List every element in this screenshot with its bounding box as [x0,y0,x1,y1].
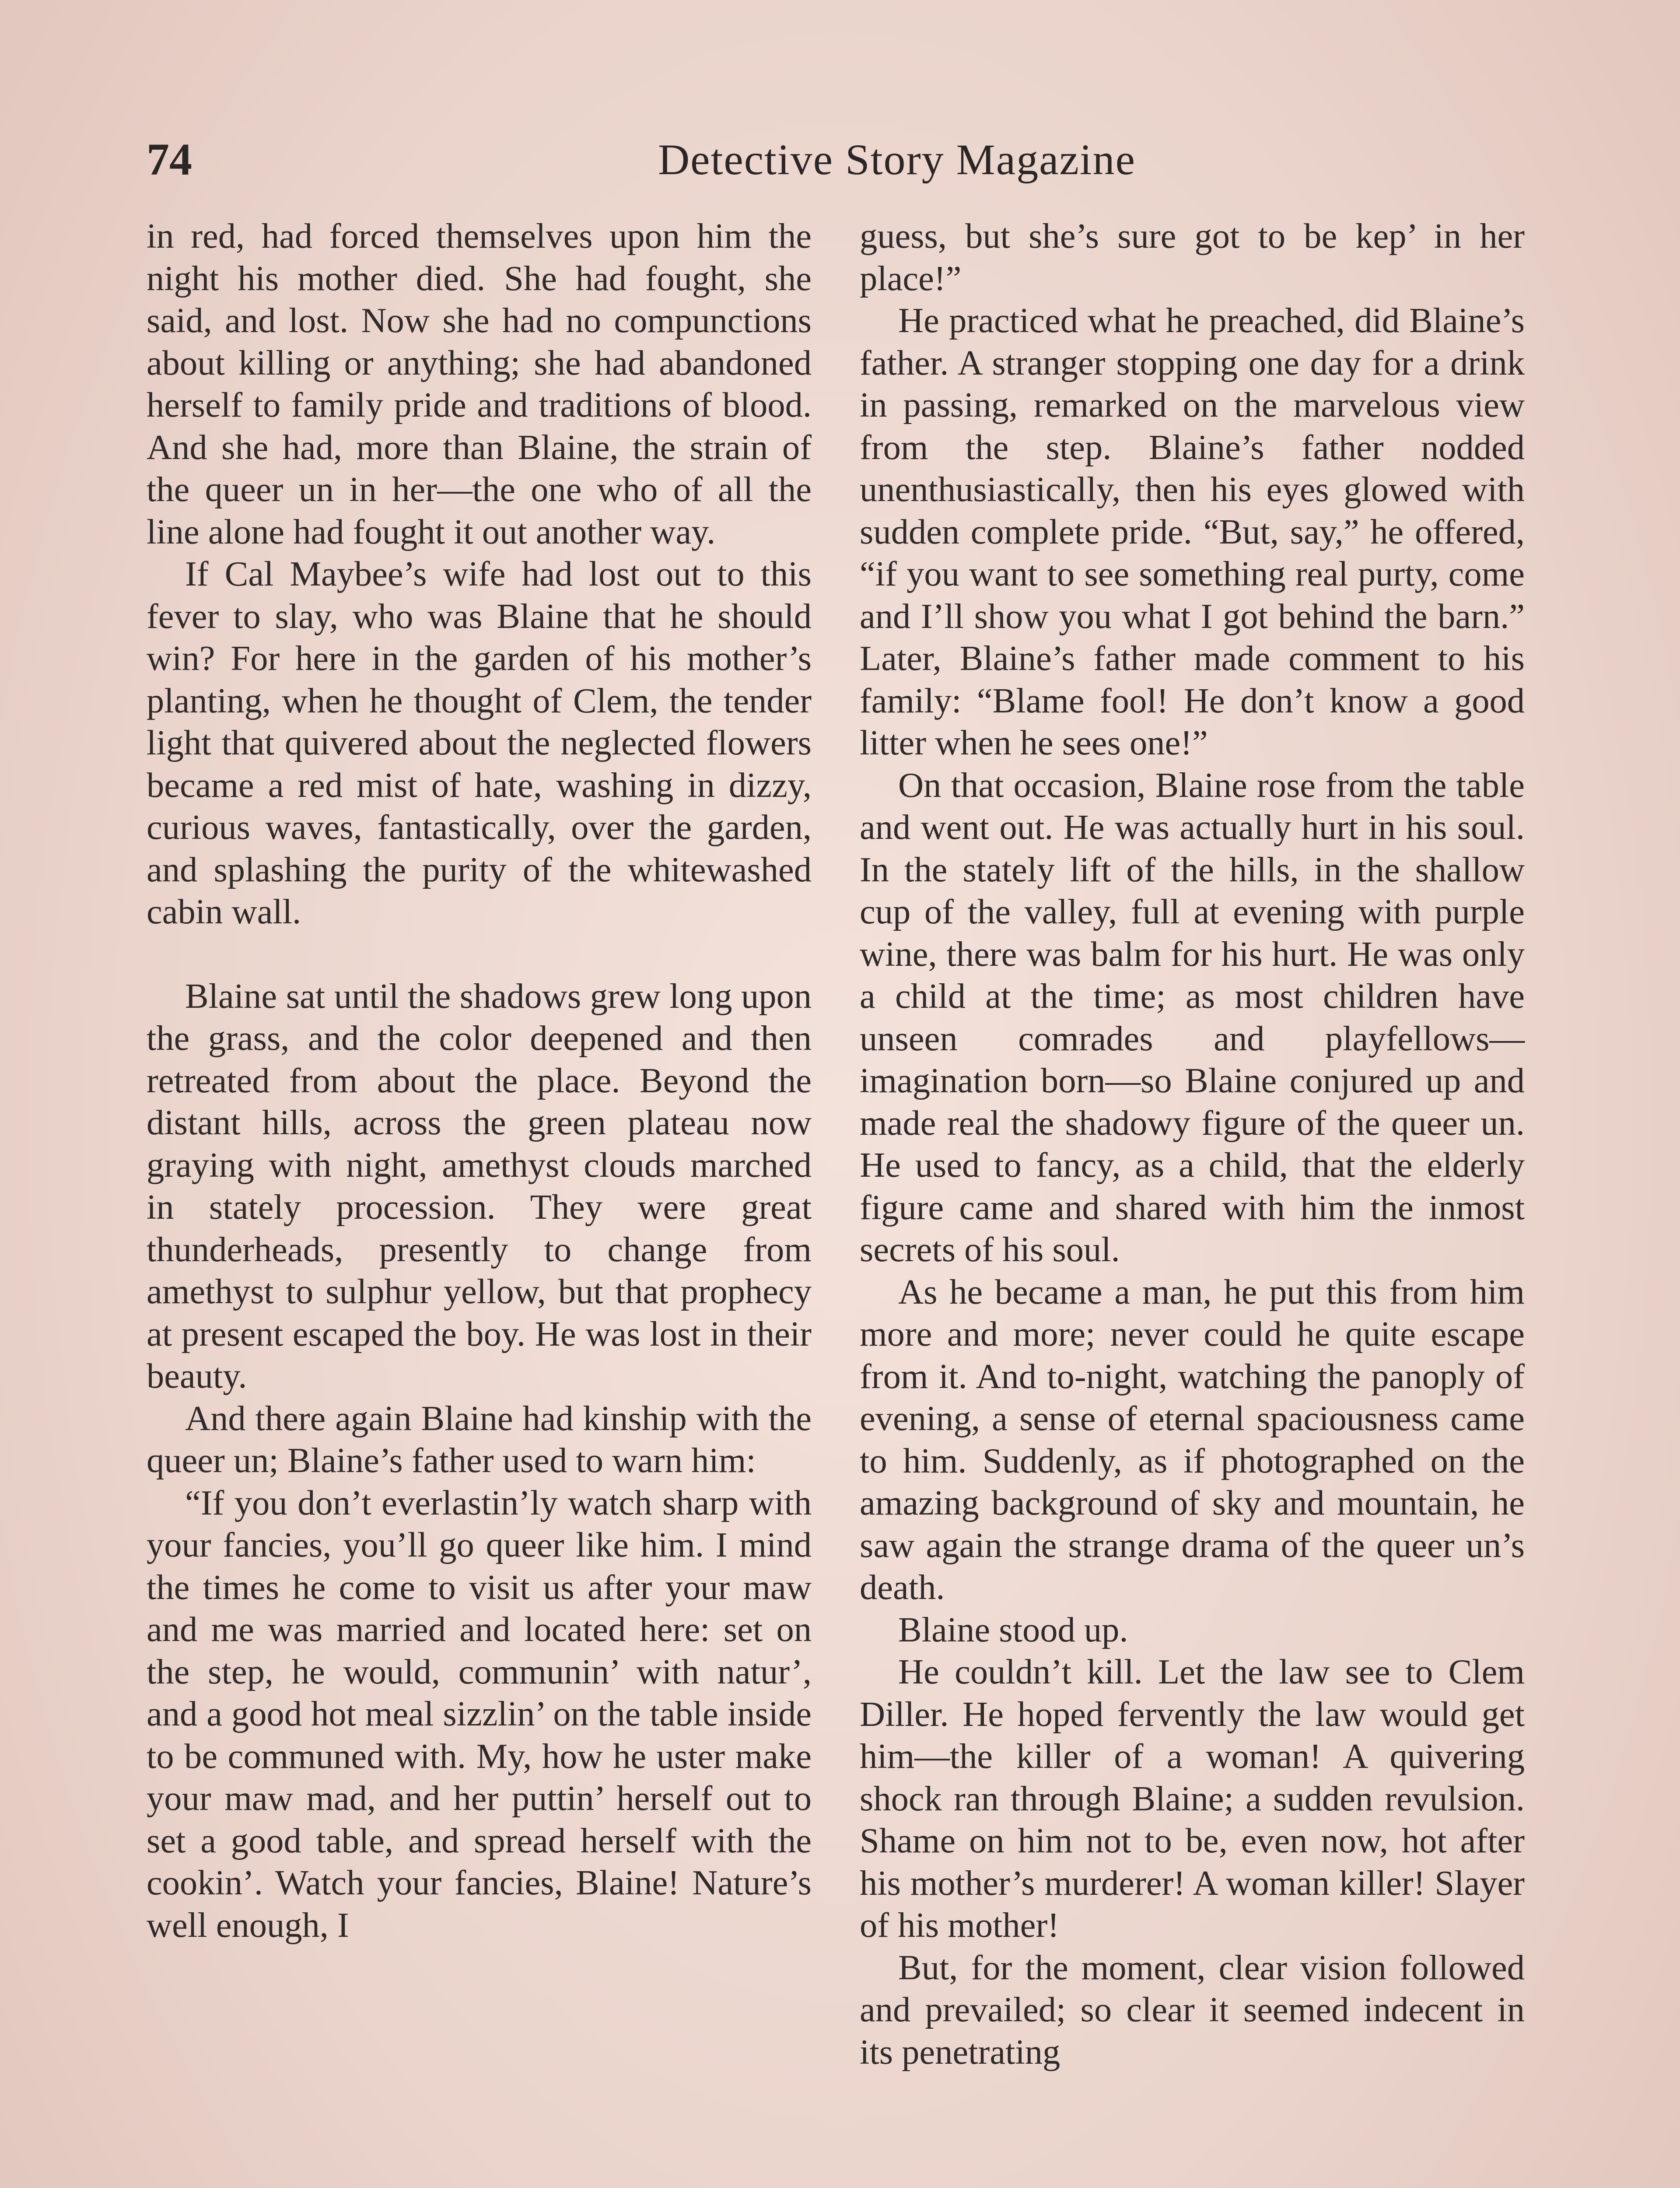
paragraph: “If you don’t everlastin’ly watch sharp with your fancies, you’ll go queer like him. I mind the times he come to visit us after your maw and me was married and located here: set on the step, he would, communin’ with natur’, and a good hot meal sizzlin’ on the table inside to be communed with. My, how he uster make your maw mad, and her puttin’ herself out to set a good table, and spread herself with the cookin’. Watch your fancies, Blaine! Nature’s well enough, I [147,1483,812,1945]
paragraph: And there again Blaine had kinship with the queer un; Blaine’s father used to warn him: [147,1399,812,1480]
text-column-left [147,215,812,1946]
paragraph: Blaine stood up. [898,1610,1128,1649]
text-column-right [860,215,1525,2073]
paragraph: But, for the moment, clear vision followed and prevailed; so clear it seemed indecent in its penetrating [860,1948,1525,2072]
paragraph: As he became a man, he put this from him more and more; never could he quite escape from it. And to-night, watching the panoply of evening, a sense of eternal spaciousness came to him. Suddenly, as if photographed on the amazing background of sky and mountain, he saw again the strange drama of the queer un’s death. [860,1272,1525,1607]
running-head: Detective Story Magazine [658,135,1136,184]
paragraph: guess, but she’s sure got to be kep’ in her place!” [860,217,1525,298]
paragraph: in red, had forced themselves upon him the night his mother died. She had fought, she said, and lost. Now she had no compunctions about killing or anything; she had abandoned herself to family pride and traditions of blood. And she had, more than Blaine, the strain of the queer un in her—the one who of all the line alone had fought it out another way. [147,217,812,551]
paragraph: He couldn’t kill. Let the law see to Clem Diller. He hoped fervently the law would get him—the killer of a woman! A quivering shock ran through Blaine; a sudden revulsion. Shame on him not to be, even now, hot after his mother’s murderer! A woman killer! Slayer of his mother! [860,1652,1525,1945]
paragraph: He practiced what he preached, did Blaine’s father. A stranger stopping one day for a drink in passing, remarked on the marvelous view from the step. Blaine’s father nodded unenthusiastically, then his eyes glowed with sudden complete pride. “But, say,” he offered, “if you want to see something real purty, come and I’ll show you what I got behind the barn.” Later, Blaine’s father made comment to his family: “Blame fool! He don’t know a good litter when he sees one!” [860,301,1525,762]
paragraph: On that occasion, Blaine rose from the table and went out. He was actually hurt in his soul. In the stately lift of the hills, in the shallow cup of the valley, full at evening with purple wine, there was balm for his hurt. He was only a child at the time; as most children have unseen comrades and playfellows—imagination born—so Blaine conjured up and made real the shadowy figure of the queer un. He used to fancy, as a child, that the elderly figure came and shared with him the inmost secrets of his soul. [860,765,1525,1269]
paragraph: If Cal Maybee’s wife had lost out to this fever to slay, who was Blaine that he should win? For here in the garden of his mother’s planting, when he thought of Clem, the tender light that quivered about the neglected flowers became a red mist of hate, washing in dizzy, curious waves, fantastically, over the garden, and splashing the purity of the whitewashed cabin wall. [147,554,812,931]
page-number: 74 [147,134,192,185]
page-header [0,127,1680,193]
paragraph: Blaine sat until the shadows grew long upon the grass, and the color deepened and then retreated from about the place. Beyond the distant hills, across the green plateau now graying with night, amethyst clouds marched in stately procession. They were great thunderheads, presently to change from amethyst to sulphur yellow, but that prophecy at present escaped the boy. He was lost in their beauty. [147,976,812,1396]
